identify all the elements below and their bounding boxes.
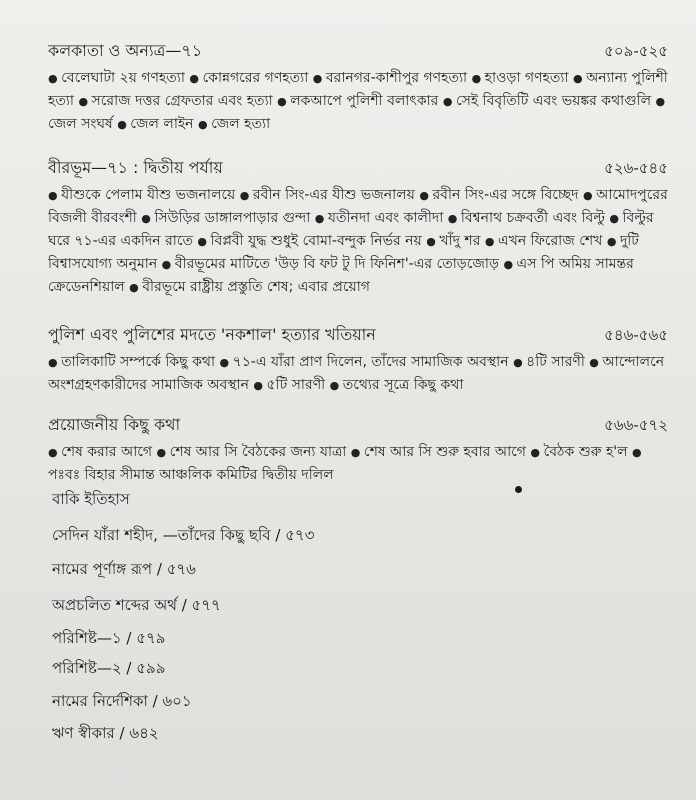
section-title: প্রয়োজনীয় কিছু কথা	[48, 415, 181, 434]
toc-item: ● খাঁদু শর	[426, 233, 480, 249]
toc-entry-appendix-1: পরিশিষ্ট—১ / ৫৭৯	[52, 629, 166, 647]
section-title: পুলিশ এবং পুলিশের মদতে 'নকশাল' হত্যার খতিয়ান	[48, 325, 376, 344]
toc-entry-appendix-2: পরিশিষ্ট—২ / ৫৯৯	[52, 659, 166, 677]
toc-item: ● বীরভূমে রাষ্ট্রীয় প্রস্তুতি শেষ; এবার প্রয়োগ	[129, 279, 370, 295]
section-pages: ৫০৯-৫২৫	[604, 42, 668, 60]
toc-item: ● যীশুকে পেলাম যীশু ভজনালয়ে	[48, 187, 235, 203]
toc-section-killing-record	[48, 322, 668, 397]
section-items	[48, 67, 668, 136]
toc-item: ● সেই বিবৃতিটি এবং ভয়ঙ্কর কথাগুলি	[443, 93, 651, 109]
toc-item: ● লকআপে পুলিশী বলাৎকার	[277, 93, 438, 109]
toc-item: ● পঃবঃ বিহার সীমান্ত আঞ্চলিক কমিটির দ্বিতীয় দলিল	[48, 444, 642, 483]
ink-speck	[515, 486, 522, 493]
toc-entry-acknowledgement: ঋণ স্বীকার / ৬৪২	[52, 724, 159, 742]
section-pages: ৫৬৬-৫৭২	[604, 416, 668, 434]
toc-item: ● বিশ্বনাথ চক্রবর্তী এবং বিল্টু	[448, 210, 605, 226]
toc-item: ● তালিকাটি সম্পর্কে কিছু কথা	[48, 354, 215, 370]
toc-item: ● শেষ আর সি শুরু হবার আগে	[351, 444, 526, 460]
toc-item: ● শেষ করার আগে	[48, 444, 152, 460]
toc-item: ● অন্যান্য পুলিশী হত্যা	[48, 70, 668, 109]
toc-item: ● সরোজ দত্তর গ্রেফতার এবং হত্যা	[78, 93, 272, 109]
toc-section-birbhum	[48, 155, 668, 299]
toc-item: ● এস পি অমিয় সামন্তর ক্রেডেনশিয়াল	[48, 256, 634, 295]
toc-item: ● বিপ্লবী যুদ্ধ শুধুই বোমা-বন্দুক নির্ভর নয়	[197, 233, 421, 249]
toc-item: ● বীরভূমের মাটিতে 'উড় বি ফট টু দি ফিনিশ'-এর তোড়জোড়	[162, 256, 499, 272]
toc-item: ● সিউড়ির ডাঙ্গালপাড়ার গুন্দা	[141, 210, 310, 226]
toc-item: ● বরানগর-কাশীপুর গণহত্যা	[313, 70, 467, 86]
toc-item: ● রবীন সিং-এর সঙ্গে বিচ্ছেদ	[419, 187, 578, 203]
toc-entry-remaining-history: বাকি ইতিহাস	[52, 490, 130, 508]
section-items	[48, 351, 668, 397]
toc-item: ● আমোদপুরের বিজলী বীরবংশী	[48, 187, 668, 226]
toc-item: ● আন্দোলনে অংশগ্রহণকারীদের সামাজিক অবস্থান	[48, 354, 664, 393]
toc-item: ● হাওড়া গণহত্যা	[472, 70, 569, 86]
toc-item: ● কোন্নগরের গণহত্যা	[189, 70, 308, 86]
toc-item: ● জেল সংঘর্ষ	[48, 93, 665, 132]
section-pages: ৫২৬-৫৪৫	[604, 159, 668, 177]
section-title: বীরভূম—৭১ : দ্বিতীয় পর্যায়	[48, 158, 223, 177]
toc-item: ● বেলেঘাটা ২য় গণহত্যা	[48, 70, 185, 86]
toc-item: ● বৈঠক শুরু হ'ল	[530, 444, 627, 460]
toc-section-necessary-words	[48, 412, 668, 487]
toc-item: ● ৭১-এ যাঁরা প্রাণ দিলেন, তাঁদের সামাজিক অবস্থান	[220, 354, 509, 370]
toc-section-kolkata	[48, 38, 668, 136]
section-items	[48, 441, 668, 487]
toc-entry-full-names: নামের পূর্ণাঙ্গ রূপ / ৫৭৬	[52, 560, 196, 578]
toc-entry-uncommon-words: অপ্রচলিত শব্দের অর্থ / ৫৭৭	[52, 596, 221, 614]
toc-item: ● তথ্যের সূত্রে কিছু কথা	[330, 377, 464, 393]
toc-item: ● বিল্টুর ঘরে ৭১-এর একদিন রাতে	[48, 210, 654, 249]
toc-item: ● যতীনদা এবং কালীদা	[315, 210, 444, 226]
toc-item: ● এখন ফিরোজ শেখ	[485, 233, 603, 249]
toc-item: ● রবীন সিং-এর যীশু ভজনালয়	[240, 187, 415, 203]
toc-entry-martyrs-photos: সেদিন যাঁরা শহীদ, —তাঁদের কিছু ছবি / ৫৭৩	[52, 526, 315, 544]
toc-item: ● ৫টি সারণী	[253, 377, 325, 393]
toc-item: ● দুটি বিশ্বাসযোগ্য অনুমান	[48, 233, 639, 272]
section-title: কলকাতা ও অন্যত্র—৭১	[48, 41, 203, 60]
toc-item: ● জেল লাইন	[117, 116, 193, 132]
toc-item: ● জেল হত্যা	[198, 116, 270, 132]
toc-item: ● শেষ আর সি বৈঠকের জন্য যাত্রা	[157, 444, 347, 460]
toc-item: ● ৪টি সারণী	[513, 354, 585, 370]
toc-entry-name-index: নামের নির্দেশিকা / ৬০১	[52, 692, 192, 710]
section-pages: ৫৪৬-৫৬৫	[604, 326, 668, 344]
section-items	[48, 184, 668, 299]
